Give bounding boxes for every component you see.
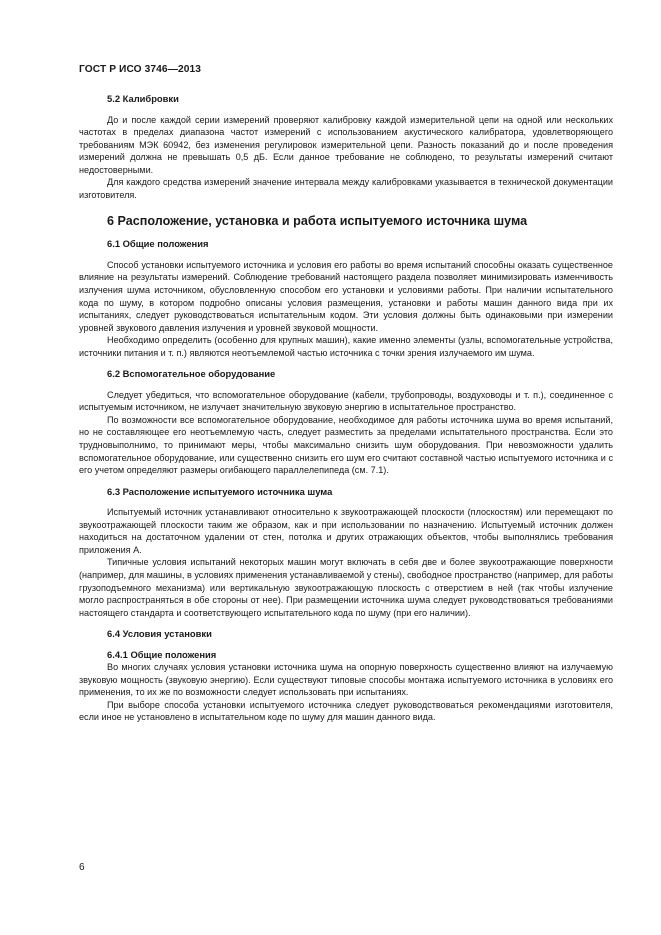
- section-6-3-paragraph-1: Испытуемый источник устанавливают относительно к звукоотражающей плоскости (плоскостям) или перемещают по звукоотражающей плоскости таким же образом, как и при использовании по назначению. Испытуемый источник должен находиться на достаточном удалении от стен, потолка и других отражающих объектов, чтобы выполнялись требования приложения А.: [79, 507, 613, 555]
- section-6-2-paragraph-2: По возможности все вспомогательное оборудование, необходимое для работы источника шума во время испытаний, но не составляющее его неотъемлемую часть, следует разместить за пределами испытательного пространства. Если это трудновыполнимо, то принимают меры, чтобы максимально снизить шум оборудования. При невозможности удалить вспомогательное оборудование, или существенно снизить его шум его считают составной частью испытуемого источника и с его учетом определяют размеры огибающего параллелепипеда (см. 7.1).: [79, 414, 613, 476]
- section-6-2-title: 6.2 Вспомогательное оборудование: [107, 368, 276, 380]
- section-6-4-title: 6.4 Условия установки: [107, 628, 212, 640]
- section-6-1-paragraph-1: Способ установки испытуемого источника и условия его работы во время испытаний способны оказать существенное влияние на результаты измерений. Соблюдение требований настоящего раздела позволяет минимизировать изменчивость излучения шума источником, обусловленную способом его установки и условиями работы. При наличии испытательного кода по шуму, в котором подробно описаны условия размещения, установки и работы машин данного вида при их испытаниях, следует руководствоваться испытательным кодом. Эти условия должны быть одинаковыми при измерении уровней звукового давления излучения и уровней звуковой мощности.: [79, 259, 613, 333]
- section-6-3-paragraph-2: Типичные условия испытаний некоторых машин могут включать в себя две и более звукоотражающие поверхности (например, для машины, в условиях применения устанавливаемой у стены), свободное пространство (например, для работы грузоподъемного механизма) или вертикальную звукоотражающую плоскость с отверстием в ней (так чтобы излучение могло распространяться в обе стороны от нее). При размещении источника шума следует руководствоваться требованиями настоящего стандарта и соответствующего испытательного кода по шуму (при его наличии).: [79, 557, 613, 618]
- section-6-4-1-paragraph-1: Во многих случаях условия установки источника шума на опорную поверхность существенно влияют на излучаемую звуковую мощность (звуковую энергию). Если существуют типовые способы монтажа испытуемого источника в условиях его применения, то их же по возможности следует использовать при испытаниях.: [79, 662, 613, 698]
- section-6-1-paragraph-2: Необходимо определить (особенно для крупных машин), какие именно элементы (узлы, вспомогательные устройства, источники питания и т. п.) являются неотъемлемой частью источника с точки зрения излучаемого им шума.: [79, 335, 613, 358]
- section-5-2-title: 5.2 Калибровки: [107, 93, 179, 104]
- standard-id-header: ГОСТ Р ИСО 3746—2013: [79, 64, 202, 75]
- section-6-title: 6 Расположение, установка и работа испытуемого источника шума: [107, 214, 528, 229]
- section-5-2-paragraph-2: Для каждого средства измерений значение интервала между калибровками указывается в технической документации изготовителя.: [79, 177, 613, 200]
- section-6-4-1-title: 6.4.1 Общие положения: [107, 648, 217, 660]
- page-content: [79, 93, 613, 724]
- section-6-3-title: 6.3 Расположение испытуемого источника шума: [107, 485, 333, 497]
- page-number: 6: [79, 862, 85, 873]
- section-5-2-paragraph-1: До и после каждой серии измерений проверяют калибровку каждой измерительной цепи на одной или нескольких частотах в пределах диапазона частот измерений с использованием акустического калибратора, удовлетворяющего требованиям МЭК 60942, без изменения регулировок измерительной цепи. Разность показаний до и после проведения измерений должна не превышать 0,5 дБ. Если данное требование не соблюдено, то результаты измерений считают недостоверными.: [79, 114, 613, 175]
- section-6-4-1-paragraph-2: При выборе способа установки испытуемого источника следует руководствоваться рекомендациями изготовителя, если иное не установлено в испытательном коде по шуму для машин данного вида.: [79, 699, 613, 723]
- section-6-2-paragraph-1: Следует убедиться, что вспомогательное оборудование (кабели, трубопроводы, воздуховоды и т. п.), соединенное с испытуемым источником, не излучает значительную звуковую энергию в испытательное пространство.: [79, 389, 613, 413]
- section-6-1-title: 6.1 Общие положения: [107, 238, 209, 250]
